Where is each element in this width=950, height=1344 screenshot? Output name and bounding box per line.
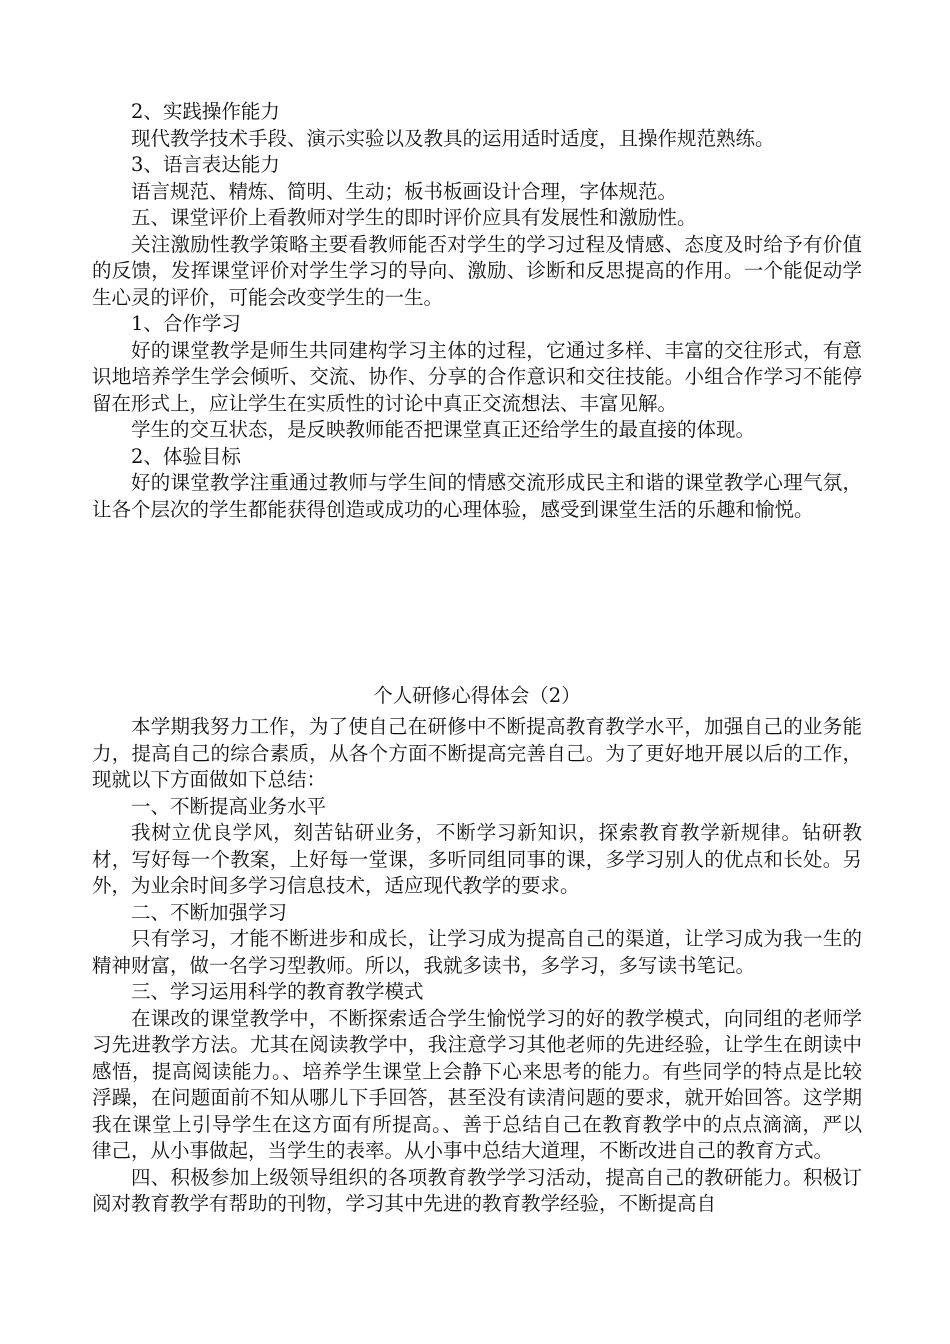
paragraph: 好的课堂教学注重通过教师与学生间的情感交流形成民主和谐的课堂教学心理气氛，让各个层次的学生都能获得创造或成功的心理体验，感受到课堂生活的乐趣和愉悦。: [92, 471, 862, 521]
heading-classroom-evaluation: 五、课堂评价上看教师对学生的即时评价应具有发展性和激励性。: [131, 206, 697, 229]
heading-improve-professional-level: 一、不断提高业务水平: [131, 794, 327, 818]
heading-practice-ability: 2、实践操作能力: [131, 100, 280, 123]
heading-strengthen-learning: 二、不断加强学习: [131, 900, 288, 924]
heading-experience-goal: 2、体验目标: [131, 444, 241, 468]
paragraph: 好的课堂教学是师生共同建构学习主体的过程，它通过多样、丰富的交往形式，有意识地培养学生学会倾听、交流、协作、分享的合作意识和交往技能。小组合作学习不能停留在形式上，应让学生在实质性的讨论中真正交流想法、丰富见解。: [92, 338, 862, 415]
heading-teaching-model: 三、学习运用科学的教育教学模式: [131, 980, 424, 1003]
paragraph: 我树立优良学风，刻苦钻研业务，不断学习新知识，探索教育教学新规律。钻研教材，写好每一个教案，上好每一堂课，多听同组同事的课，多学习别人的优点和长处。另外，为业余时间多学习信息技术，适应现代教学的要求。: [92, 821, 862, 897]
paragraph: 语言规范、精炼、简明、生动；板书板画设计合理，字体规范。: [131, 179, 678, 203]
heading-cooperative-learning: 1、合作学习: [131, 312, 241, 335]
heading-language-ability: 3、语言表达能力: [131, 153, 280, 176]
section-2-title: 个人研修心得体会（2）: [373, 684, 581, 707]
paragraph: 只有学习，才能不断进步和成长，让学习成为提高自己的渠道，让学习成为我一生的精神财富，做一名学习型教师。所以，我就多读书，多学习，多写读书笔记。: [92, 927, 862, 977]
section-1-body: [92, 99, 862, 523]
paragraph: 本学期我努力工作，为了使自己在研修中不断提高教育教学水平，加强自己的业务能力，提高自己的综合素质，从各个方面不断提高完善自己。为了更好地开展以后的工作，现就以下方面做如下总结：: [92, 715, 862, 791]
paragraph: 在课改的课堂教学中，不断探索适合学生愉悦学习的好的教学模式，向同组的老师学习先进教学方法。尤其在阅读教学中，我注意学习其他老师的先进经验，让学生在朗读中感悟，提高阅读能力。、培养学生课堂上会静下心来思考的能力。有些同学的特点是比较浮躁，在问题面前不知从哪儿下手回答，甚至没有读清问题的要求，就开始回答。这学期我在课堂上引导学生在这方面有所提高。、善于总结自己在教育教学中的点点滴滴，严以律己，从小事做起，当学生的表率。从小事中总结大道理，不断改进自己的教育方式。: [92, 1006, 862, 1162]
paragraph: 学生的交互状态，是反映教师能否把课堂真正还给学生的最直接的体现。: [131, 418, 756, 441]
paragraph: 四、积极参加上级领导组织的各项教育教学学习活动，提高自己的教研能力。积极订阅对教育教学有帮助的刊物，学习其中先进的教育教学经验，不断提高自: [92, 1165, 862, 1215]
section-2-body: [92, 714, 862, 1218]
paragraph: 关注激励性教学策略主要看教师能否对学生的学习过程及情感、态度及时给予有价值的反馈，发挥课堂评价对学生学习的导向、激励、诊断和反思提高的作用。一个能促动学生心灵的评价，可能会改变学生的一生。: [92, 232, 862, 309]
paragraph: 现代教学技术手段、演示实验以及教具的运用适时适度，且操作规范熟练。: [131, 126, 775, 150]
